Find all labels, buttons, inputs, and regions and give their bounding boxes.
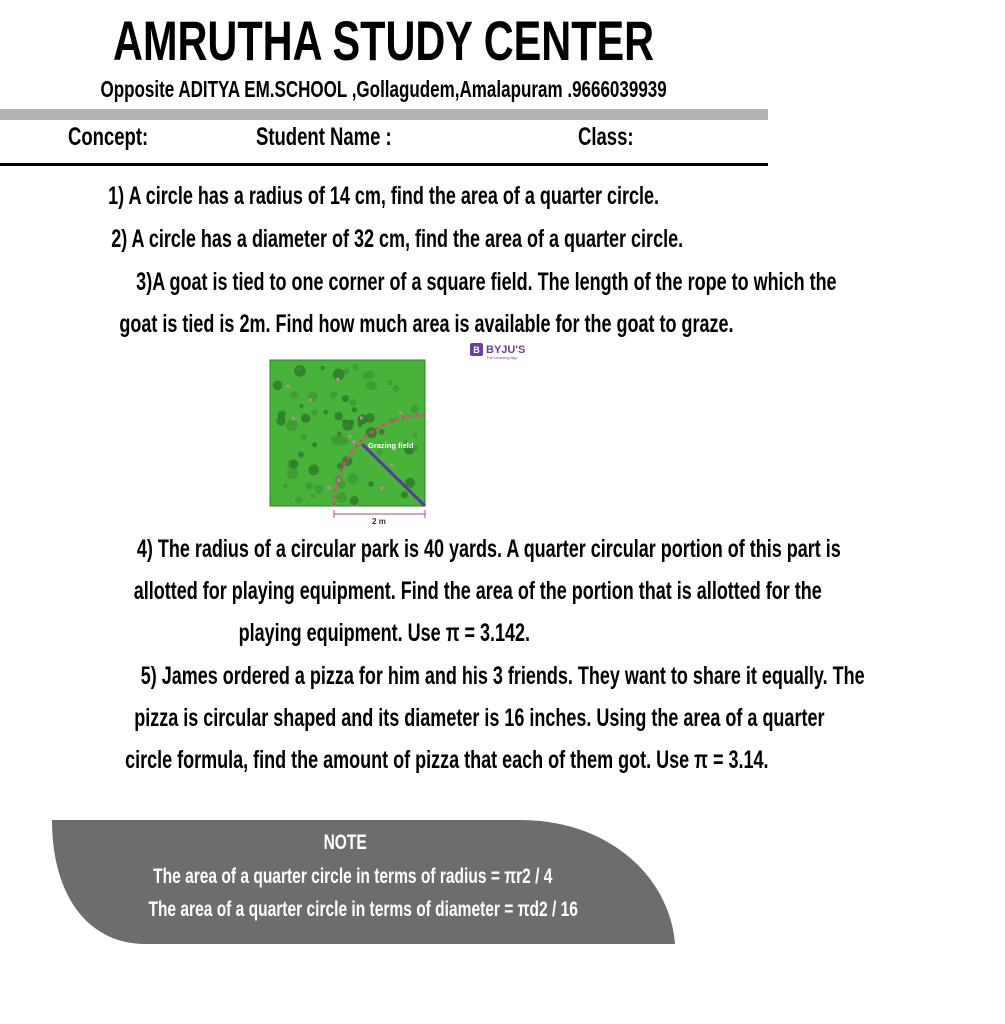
center-address: Opposite ADITYA EM.SCHOOL ,Gollagudem,Amalapuram .9666039939 bbox=[100, 76, 668, 102]
student-name-label: Student Name : bbox=[256, 123, 392, 151]
concept-label: Concept: bbox=[68, 123, 149, 151]
grazing-field-label: Grazing field bbox=[368, 441, 414, 450]
byjus-logo bbox=[470, 343, 525, 360]
question-2: 2) A circle has a diameter of 32 cm, find the area of a quarter circle. bbox=[111, 225, 684, 253]
grazing-field-figure bbox=[262, 338, 542, 530]
question-4: 4) The radius of a circular park is 40 yards. A quarter circular portion of this part is allotted for playing equipment. Find the area of the portion that is allotted for the playing equipment. Use π = 3.142. bbox=[133, 535, 841, 647]
question-3: 3)A goat is tied to one corner of a square field. The length of the rope to which the goat is tied is 2m. Find how much area is available for the goat to graze. bbox=[119, 268, 837, 338]
svg-text:BYJU'S: BYJU'S bbox=[486, 344, 526, 356]
note-diameter-formula: The area of a quarter circle in terms of diameter = πd2 / 16 bbox=[148, 898, 578, 921]
note-heading: NOTE bbox=[323, 831, 367, 854]
header-rule bbox=[0, 163, 768, 166]
question-1: 1) A circle has a radius of 14 cm, find the area of a quarter circle. bbox=[108, 182, 660, 210]
header-divider bbox=[0, 109, 768, 120]
svg-text:B: B bbox=[473, 345, 480, 355]
svg-text:2 m: 2 m bbox=[372, 517, 386, 526]
dimension-marker bbox=[334, 510, 425, 526]
svg-text:The Learning App: The Learning App bbox=[486, 355, 518, 360]
note-radius-formula: The area of a quarter circle in terms of radius = πr2 / 4 bbox=[153, 865, 553, 888]
page-title: AMRUTHA STUDY CENTER bbox=[113, 9, 655, 72]
question-5: 5) James ordered a pizza for him and his 3 friends. They want to share it equally. The pizza is circular shaped and its diameter is 16 inches. Using the area of a quarter circle formula, find the amount of pizza that each of them got. Use π = 3.14. bbox=[125, 662, 865, 774]
class-label: Class: bbox=[578, 123, 634, 151]
